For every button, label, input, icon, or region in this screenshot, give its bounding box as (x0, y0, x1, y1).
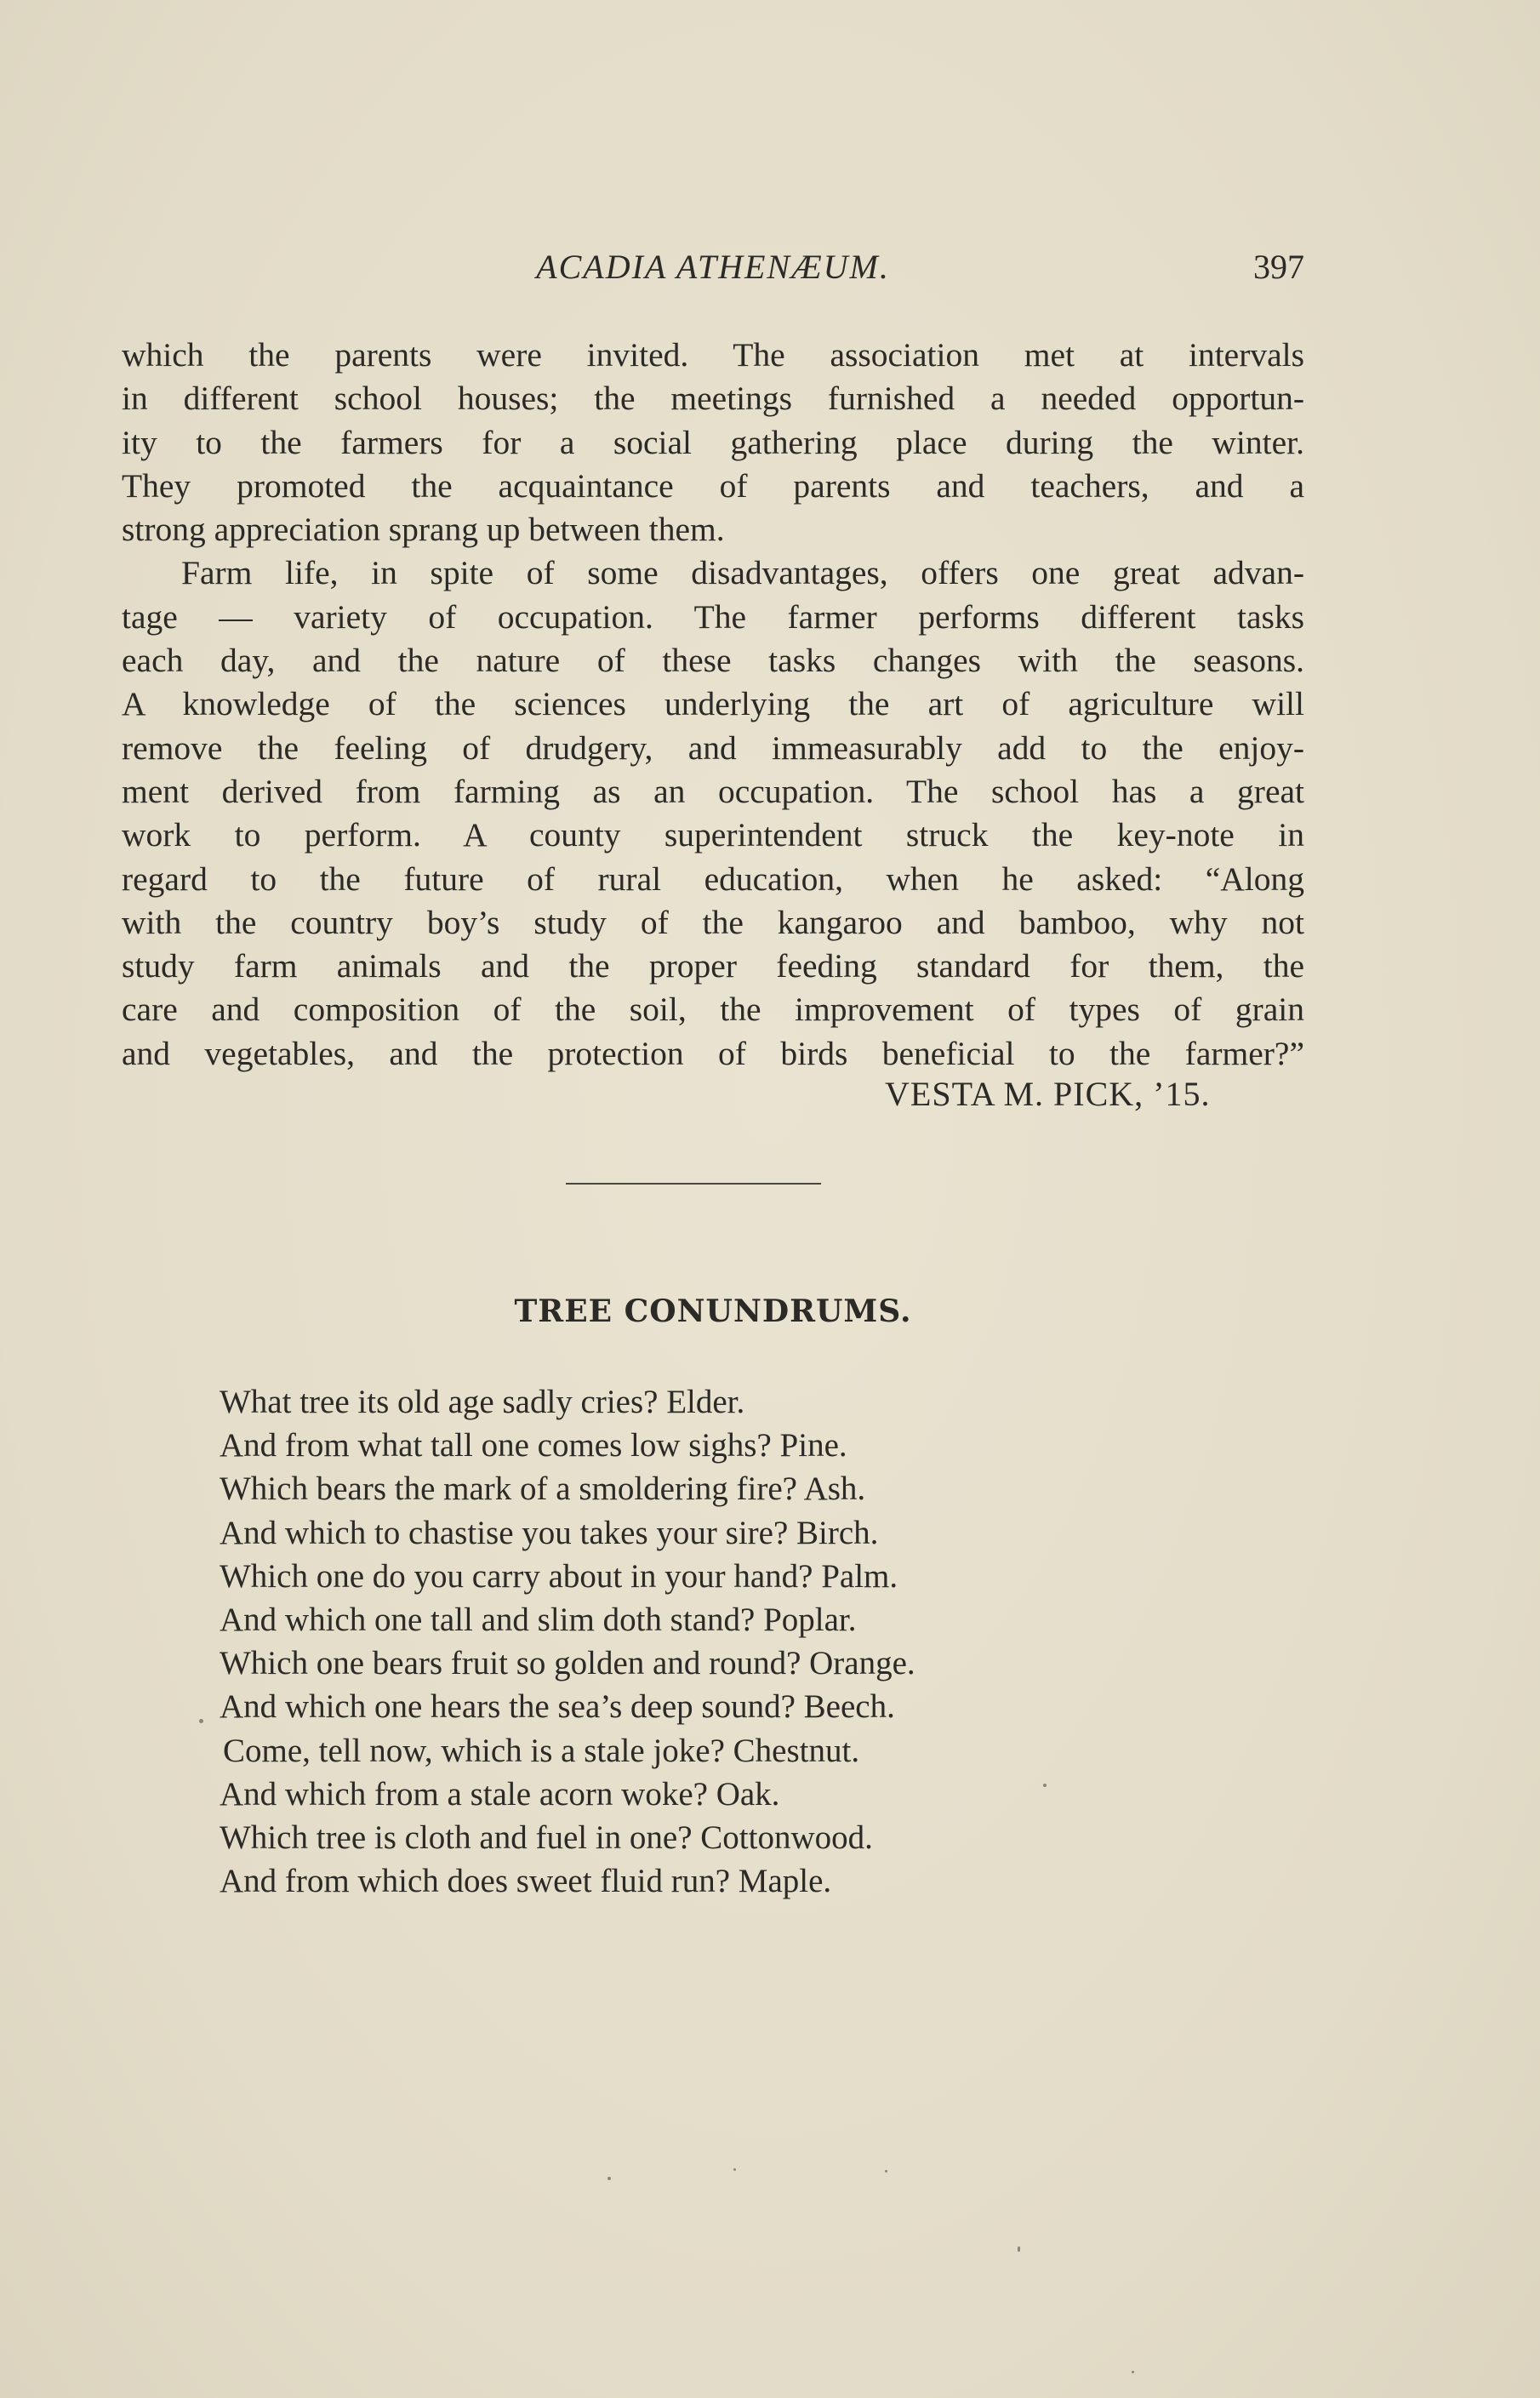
article-line: They promoted the acquaintance of parents and teachers, and a (122, 466, 1304, 505)
paper-speck (1018, 2247, 1020, 2252)
poem-verse: And which from a stale acorn woke? Oak. (220, 1775, 780, 1813)
article-line: regard to the future of rural education, when he asked: “Along (122, 859, 1304, 898)
paper-speck (733, 2168, 736, 2171)
article-line: which the parents were invited. The association met at intervals (122, 336, 1304, 374)
article-line: and vegetables, and the protection of birds beneficial to the farmer?” (122, 1034, 1304, 1072)
article-line: each day, and the nature of these tasks changes with the seasons. (122, 642, 1304, 680)
poem-verse: Come, tell now, which is a stale joke? Chestnut. (223, 1732, 860, 1769)
running-title: ACADIA ATHENÆUM. (536, 248, 890, 286)
paper-speck (199, 1719, 203, 1723)
article-line: remove the feeling of drudgery, and immeasurably add to the enjoy- (122, 728, 1304, 767)
paper-speck (607, 2177, 611, 2180)
author-signature: VESTA M. PICK, ’15. (885, 1075, 1211, 1113)
poem-verse: Which bears the mark of a smoldering fire? Ash. (220, 1470, 866, 1508)
article-line: care and composition of the soil, the improvement of types of grain (122, 991, 1304, 1029)
article-line: tage — variety of occupation. The farmer performs different tasks (122, 597, 1304, 636)
poem-verse: And which one hears the sea’s deep sound? Beech. (220, 1688, 895, 1726)
paper-speck (1132, 2371, 1134, 2373)
poem-verse: And from what tall one comes low sighs? Pine. (220, 1427, 847, 1464)
article-line: A knowledge of the sciences underlying the art of agriculture will (122, 685, 1304, 723)
article-line: study farm animals and the proper feeding standard for them, the (122, 947, 1304, 985)
article-line: strong appreciation sprang up between them. (122, 511, 725, 549)
paper-speck (885, 2170, 887, 2172)
poem-title: TREE CONUNDRUMS. (514, 1293, 912, 1329)
poem-body (220, 1380, 915, 1903)
running-head (122, 243, 1304, 294)
poem-verse: Which one bears fruit so golden and round? Orange. (220, 1645, 915, 1682)
page-number: 397 (1253, 248, 1304, 286)
article-line: with the country boy’s study of the kangaroo and bamboo, why not (122, 903, 1304, 941)
article-text (122, 334, 1304, 1076)
poem-verse: And from which does sweet fluid run? Maple. (220, 1863, 832, 1900)
article-line: in different school houses; the meetings furnished a needed opportun- (122, 380, 1304, 418)
article-line: work to perform. A county superintendent struck the key-note in (122, 816, 1304, 854)
paper-speck (1043, 1784, 1047, 1787)
article-line: ment derived from farming as an occupation. The school has a great (122, 772, 1304, 810)
poem-verse: And which one tall and slim doth stand? Poplar. (220, 1601, 857, 1638)
article-line: ity to the farmers for a social gathering place during the winter. (122, 423, 1304, 461)
poem-verse: Which one do you carry about in your hand? Palm. (220, 1557, 898, 1595)
section-divider (566, 1183, 821, 1185)
poem-verse: And which to chastise you takes your sire? Birch. (220, 1514, 879, 1551)
article-line: Farm life, in spite of some disadvantages, offers one great advan- (181, 554, 1304, 592)
poem-verse: Which tree is cloth and fuel in one? Cottonwood. (220, 1818, 873, 1856)
poem-verse: What tree its old age sadly cries? Elder. (220, 1384, 745, 1420)
